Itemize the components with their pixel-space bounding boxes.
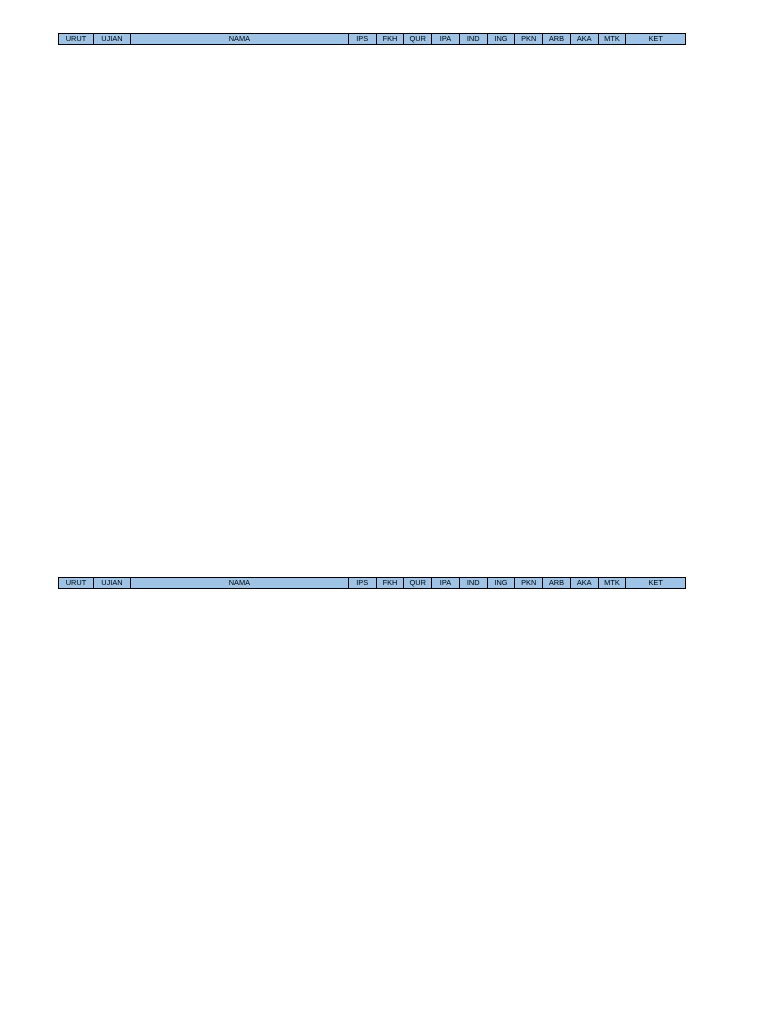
column-header-ind: IND [459,578,487,589]
column-header-ing: ING [487,578,515,589]
column-header-qur: QUR [404,34,432,45]
column-header-pkn: PKN [515,34,543,45]
column-header-nama: NAMA [130,578,348,589]
column-header-arb: ARB [543,34,571,45]
column-header-ujian: UJIAN [93,578,130,589]
column-header-mtk: MTK [598,34,626,45]
header-row [59,578,686,589]
column-header-aka: AKA [570,34,598,45]
column-header-ind: IND [459,34,487,45]
column-header-ket: KET [626,578,686,589]
column-header-ing: ING [487,34,515,45]
column-header-ips: IPS [348,34,376,45]
column-header-nama: NAMA [130,34,348,45]
column-header-urut: URUT [59,34,94,45]
score-table-2 [58,577,686,589]
column-header-ipa: IPA [432,34,460,45]
column-header-ujian: UJIAN [93,34,130,45]
score-table-1 [58,33,686,45]
column-header-aka: AKA [570,578,598,589]
column-header-urut: URUT [59,578,94,589]
column-header-qur: QUR [404,578,432,589]
column-header-ipa: IPA [432,578,460,589]
column-header-ips: IPS [348,578,376,589]
column-header-fkh: FKH [376,578,404,589]
header-row [59,34,686,45]
column-header-arb: ARB [543,578,571,589]
column-header-ket: KET [626,34,686,45]
column-header-pkn: PKN [515,578,543,589]
column-header-mtk: MTK [598,578,626,589]
column-header-fkh: FKH [376,34,404,45]
